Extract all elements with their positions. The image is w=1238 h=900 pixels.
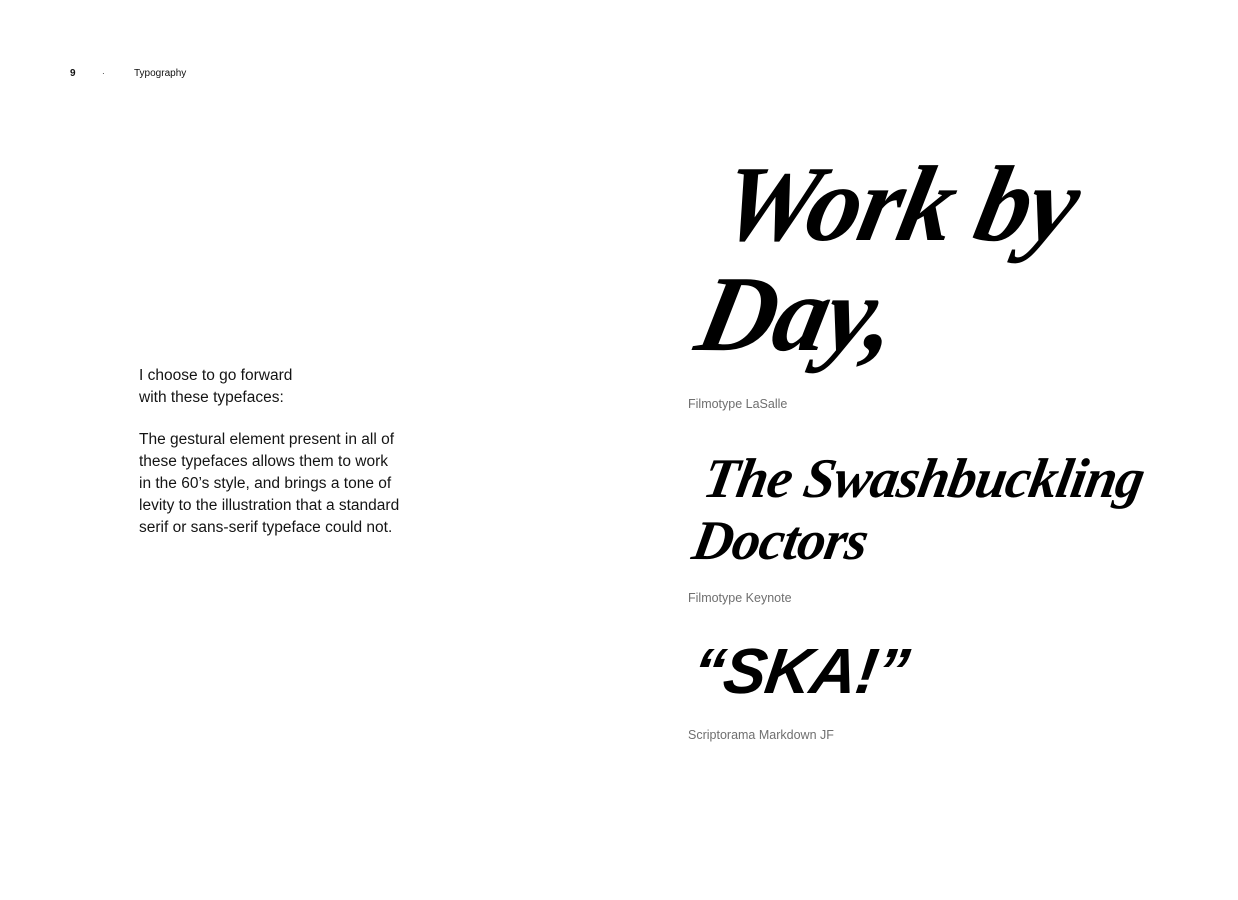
specimen-sample-lasalle: Work by Day, [687, 145, 1089, 374]
page-number: 9 [70, 68, 76, 79]
specimen-caption-keynote: Filmotype Keynote [688, 591, 792, 605]
specimen-caption-markdown: Scriptorama Markdown JF [688, 728, 834, 742]
intro-text-block [139, 365, 439, 539]
specimen-caption-lasalle: Filmotype LaSalle [688, 397, 788, 411]
specimen-sample-keynote: The Swashbuckling Doctors [688, 448, 1149, 572]
specimen-sample-markdown: “SKA!” [688, 635, 913, 707]
header-separator: · [102, 69, 105, 78]
intro-lead: I choose to go forward with these typefaces: [139, 367, 293, 406]
intro-body: The gestural element present in all of these typefaces allows them to work in the 60’s style, and brings a tone of levity to the illustration that a standard serif or sans-serif typeface could not. [139, 431, 400, 536]
section-title: Typography [134, 68, 187, 79]
page-header [70, 67, 186, 81]
